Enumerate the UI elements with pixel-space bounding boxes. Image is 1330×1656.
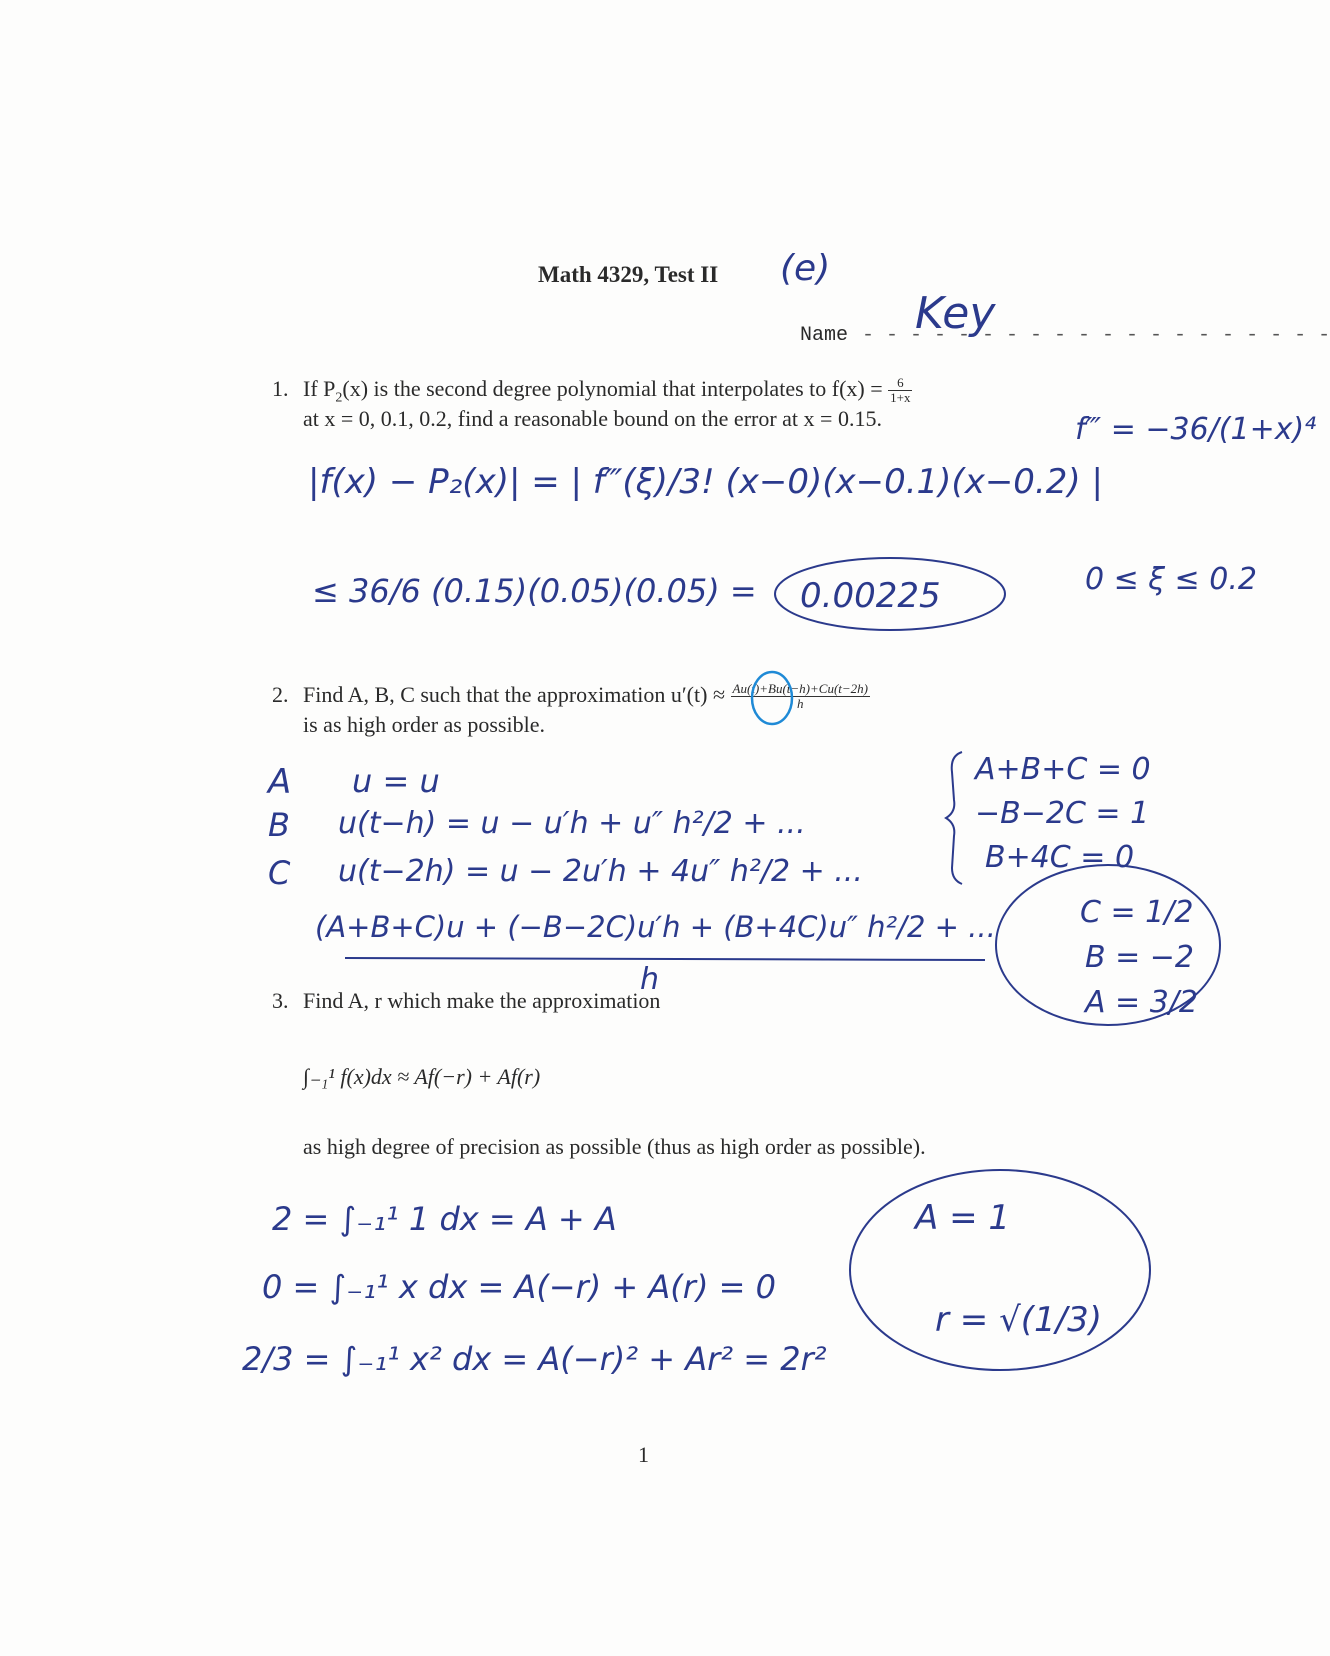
p2-frac-den: h <box>797 696 804 712</box>
problem-2-number: 2. <box>272 682 289 707</box>
test-title: Math 4329, Test II <box>538 262 719 287</box>
name-label: Name <box>800 324 849 347</box>
p2-rowB: u(t−h) = u − u′h + u″ h²/2 + ... <box>338 806 806 841</box>
p1-frac-den: 1+x <box>890 390 911 406</box>
p1-text-a: If P <box>303 376 336 401</box>
problem-3-line2: as high degree of precision as possible (thus as high order as possible). <box>303 1134 926 1159</box>
p1-answer: 0.00225 <box>800 576 941 616</box>
p2-sum-denominator: h <box>640 962 660 997</box>
p2-system-brace <box>946 752 962 884</box>
p2-text-a: Find A, B, C such that the approximation u′(t) ≈ <box>303 682 731 707</box>
p2-answer-circle <box>996 865 1220 1025</box>
p2-highlight-circle <box>752 672 792 724</box>
p2-rowB-label: B <box>268 806 290 844</box>
problem-2-line2: is as high order as possible. <box>303 712 545 737</box>
p2-system-eq1: A+B+C = 0 <box>975 752 1151 787</box>
p2-rowA: u = u <box>352 762 440 800</box>
page-number: 1 <box>638 1442 649 1467</box>
problem-1-number: 1. <box>272 376 289 401</box>
problem-3-formula: ∫₋₁¹ f(x)dx ≈ Af(−r) + Af(r) <box>303 1064 541 1089</box>
p1-text-b: (x) is the second degree polynomial that interpolates to f(x) = <box>342 376 889 401</box>
p3-eq3: 2/3 = ∫₋₁¹ x² dx = A(−r)² + Ar² = 2r² <box>242 1340 827 1378</box>
p2-system-eq2: −B−2C = 1 <box>975 796 1150 831</box>
version-mark: (e) <box>780 248 831 289</box>
p1-answer-circle <box>775 558 1005 630</box>
p2-rowA-label: A <box>268 762 292 802</box>
p1-range: 0 ≤ ξ ≤ 0.2 <box>1085 562 1257 597</box>
p1-side-note: f‴ = −36/(1+x)⁴ <box>1075 412 1317 447</box>
p2-answer-a: A = 3/2 <box>1085 985 1199 1020</box>
name-underline: - - - - - - - - - - - - - - - - - - - - <box>862 324 1330 347</box>
p2-fraction-bar <box>345 958 985 960</box>
p1-eq1: |f(x) − P₂(x)| = | f‴(ξ)/3! (x−0)(x−0.1)(x−0.2) | <box>308 462 1103 502</box>
p2-system-eq3: B+4C = 0 <box>985 840 1135 875</box>
p2-rowC: u(t−2h) = u − 2u′h + 4u″ h²/2 + ... <box>338 854 863 889</box>
p3-answer-circle <box>850 1170 1150 1370</box>
p3-eq2: 0 = ∫₋₁¹ x dx = A(−r) + A(r) = 0 <box>262 1268 776 1306</box>
p2-sum: (A+B+C)u + (−B−2C)u′h + (B+4C)u″ h²/2 + ... <box>315 910 996 944</box>
p1-eq2: ≤ 36/6 (0.15)(0.05)(0.05) = <box>312 572 757 610</box>
p3-answer-r: r = √(1/3) <box>935 1300 1102 1340</box>
p2-frac-num: Au(t)+Bu(t−h)+Cu(t−2h) <box>732 681 868 697</box>
p1-sub: 2 <box>335 390 343 406</box>
p3-answer-a: A = 1 <box>915 1198 1010 1238</box>
p2-answer-b: B = −2 <box>1085 940 1195 975</box>
p1-frac-num: 6 <box>888 376 912 391</box>
p3-eq1: 2 = ∫₋₁¹ 1 dx = A + A <box>272 1200 617 1238</box>
name-value: Key <box>915 288 996 339</box>
problem-3-line1: Find A, r which make the approximation <box>303 988 661 1013</box>
p2-rowC-label: C <box>268 854 291 892</box>
problem-1-line2: at x = 0, 0.1, 0.2, find a reasonable bound on the error at x = 0.15. <box>303 406 882 431</box>
problem-3-number: 3. <box>272 988 289 1013</box>
p2-answer-c: C = 1/2 <box>1080 895 1194 930</box>
